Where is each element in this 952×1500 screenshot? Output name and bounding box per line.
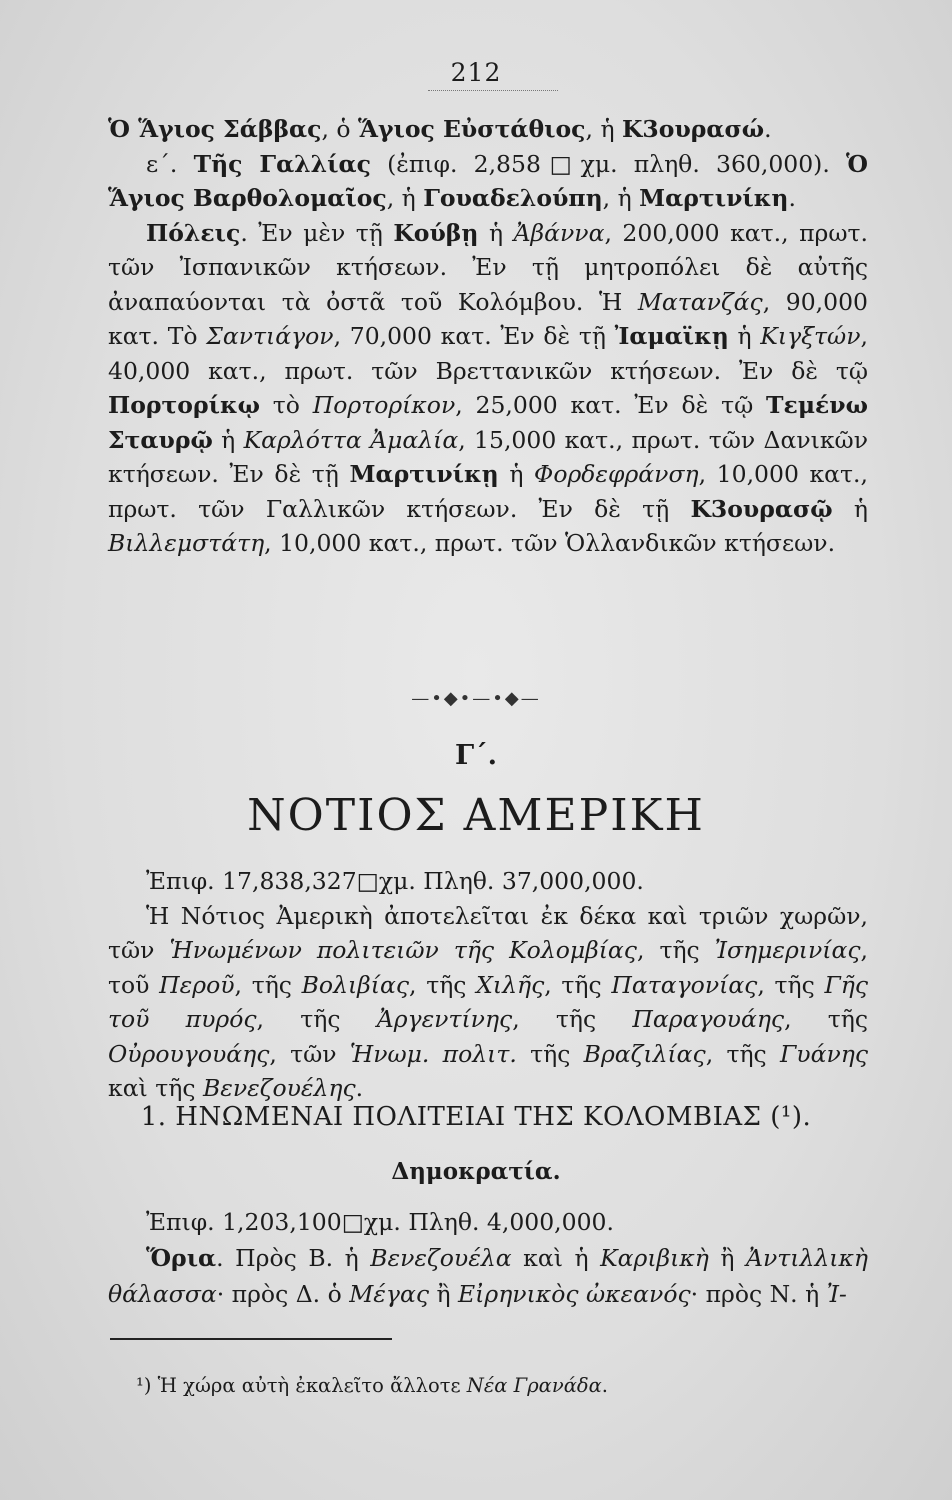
top-text-block [108,112,868,561]
section-letter: Γ΄. [454,740,498,771]
page-number-rule [428,90,558,91]
paragraph-cities: Πόλεις. Ἐν μὲν τῇ Κούβῃ ἡ Ἀβάννα, 200,000 κατ., πρωτ. τῶν Ἰσπανικῶν κτήσεων. Ἐν τῇ μητροπόλει δὲ αὐτῆς ἀναπαύονται τὰ ὀστᾶ τοῦ Κολόμβου. Ἡ Ματανζάς, 90,000 κατ. Τὸ Σαντιάγον, 70,000 κατ. Ἐν δὲ τῇ Ἰαμαϊκῃ ἡ Κιγξτών, 40,000 κατ., πρωτ. τῶν Βρεττανικῶν κτήσεων. Ἐν δὲ τῷ Πορτορίκῳ τὸ Πορτορίκον, 25,000 κατ. Ἐν δὲ τῷ Τεμένω Σταυρῷ ἡ Καρλόττα Ἀμαλία, 15,000 κατ., πρωτ. τῶν Δανικῶν κτήσεων. Ἐν δὲ τῇ Μαρτινίκῃ ἡ Φορδεφράνση, 10,000 κατ., πρωτ. τῶν Γαλλικῶν κτήσεων. Ἐν δὲ τῇ Κ3ουρασῷ ἡ Βιλλεμστάτη, 10,000 κατ., πρωτ. τῶν Ὁλλανδικῶν κτήσεων. [108,218,869,557]
section-ornament: —•◆•—•◆— [411,688,541,709]
section-title: ΝΟΤΙΟΣ ΑΜΕΡΙΚΗ [247,790,705,841]
subsection-title: 1. ΗΝΩΜΕΝΑΙ ΠΟΛΙΤΕΙΑΙ ΤΗΣ ΚΟΛΟΜΒΙΑΣ (¹). [140,1102,812,1132]
south-america-text-block [108,864,868,1106]
page-number: 212 [450,58,502,87]
footnote-rule [110,1338,392,1340]
paragraph-borders: Ὅρια. Πρὸς Β. ἡ Βενεζουέλα καὶ ἡ Καριβικὴ ἢ Ἀντιλλικὴ θάλασσα· πρὸς Δ. ὁ Μέγας ἢ Εἰρηνικὸς ὠκεανός· πρὸς Ν. ἡ Ἰ- [108,1244,868,1308]
paragraph-countries: Ἡ Νότιος Ἀμερικὴ ἀποτελεῖται ἐκ δέκα καὶ τριῶν χωρῶν, τῶν Ἡνωμένων πολιτειῶν τῆς Κολομβίας, τῆς Ἰσημερινίας, τοῦ Περοῦ, τῆς Βολιβίας, τῆς Χιλῆς, τῆς Παταγονίας, τῆς Γῆς τοῦ πυρός, τῆς Ἀργεντίνης, τῆς Παραγουάης, τῆς Οὐρουγουάης, τῶν Ἡνωμ. πολιτ. τῆς Βραζιλίας, τῆς Γυάνης καὶ τῆς Βενεζουέλης. [108,901,869,1102]
paragraph-french-islands: ε΄. Τῆς Γαλλίας (ἐπιφ. 2,858□χμ. πληθ. 360,000). Ὁ Ἅγιος Βαρθολομαῖος, ἡ Γουαδελούπη, ἡ Μαρτινίκη. [108,149,868,212]
area-line-colombia: Ἐπιφ. 1,203,100□χμ. Πληθ. 4,000,000. [146,1208,614,1236]
subsection-subtitle: Δημοκρατία. [391,1158,561,1185]
footnote: ¹) Ἡ χώρα αὐτὴ ἐκαλεῖτο ἄλλοτε Νέα Γρανάδα. [136,1374,608,1397]
area-line: Ἐπιφ. 17,838,327□χμ. Πληθ. 37,000,000. [146,867,644,895]
colombia-text-block [108,1204,868,1312]
paragraph-dutch-islands: Ὁ Ἅγιος Σάββας, ὁ Ἅγιος Εὐστάθιος, ἡ Κ3ουρασώ. [108,115,772,143]
